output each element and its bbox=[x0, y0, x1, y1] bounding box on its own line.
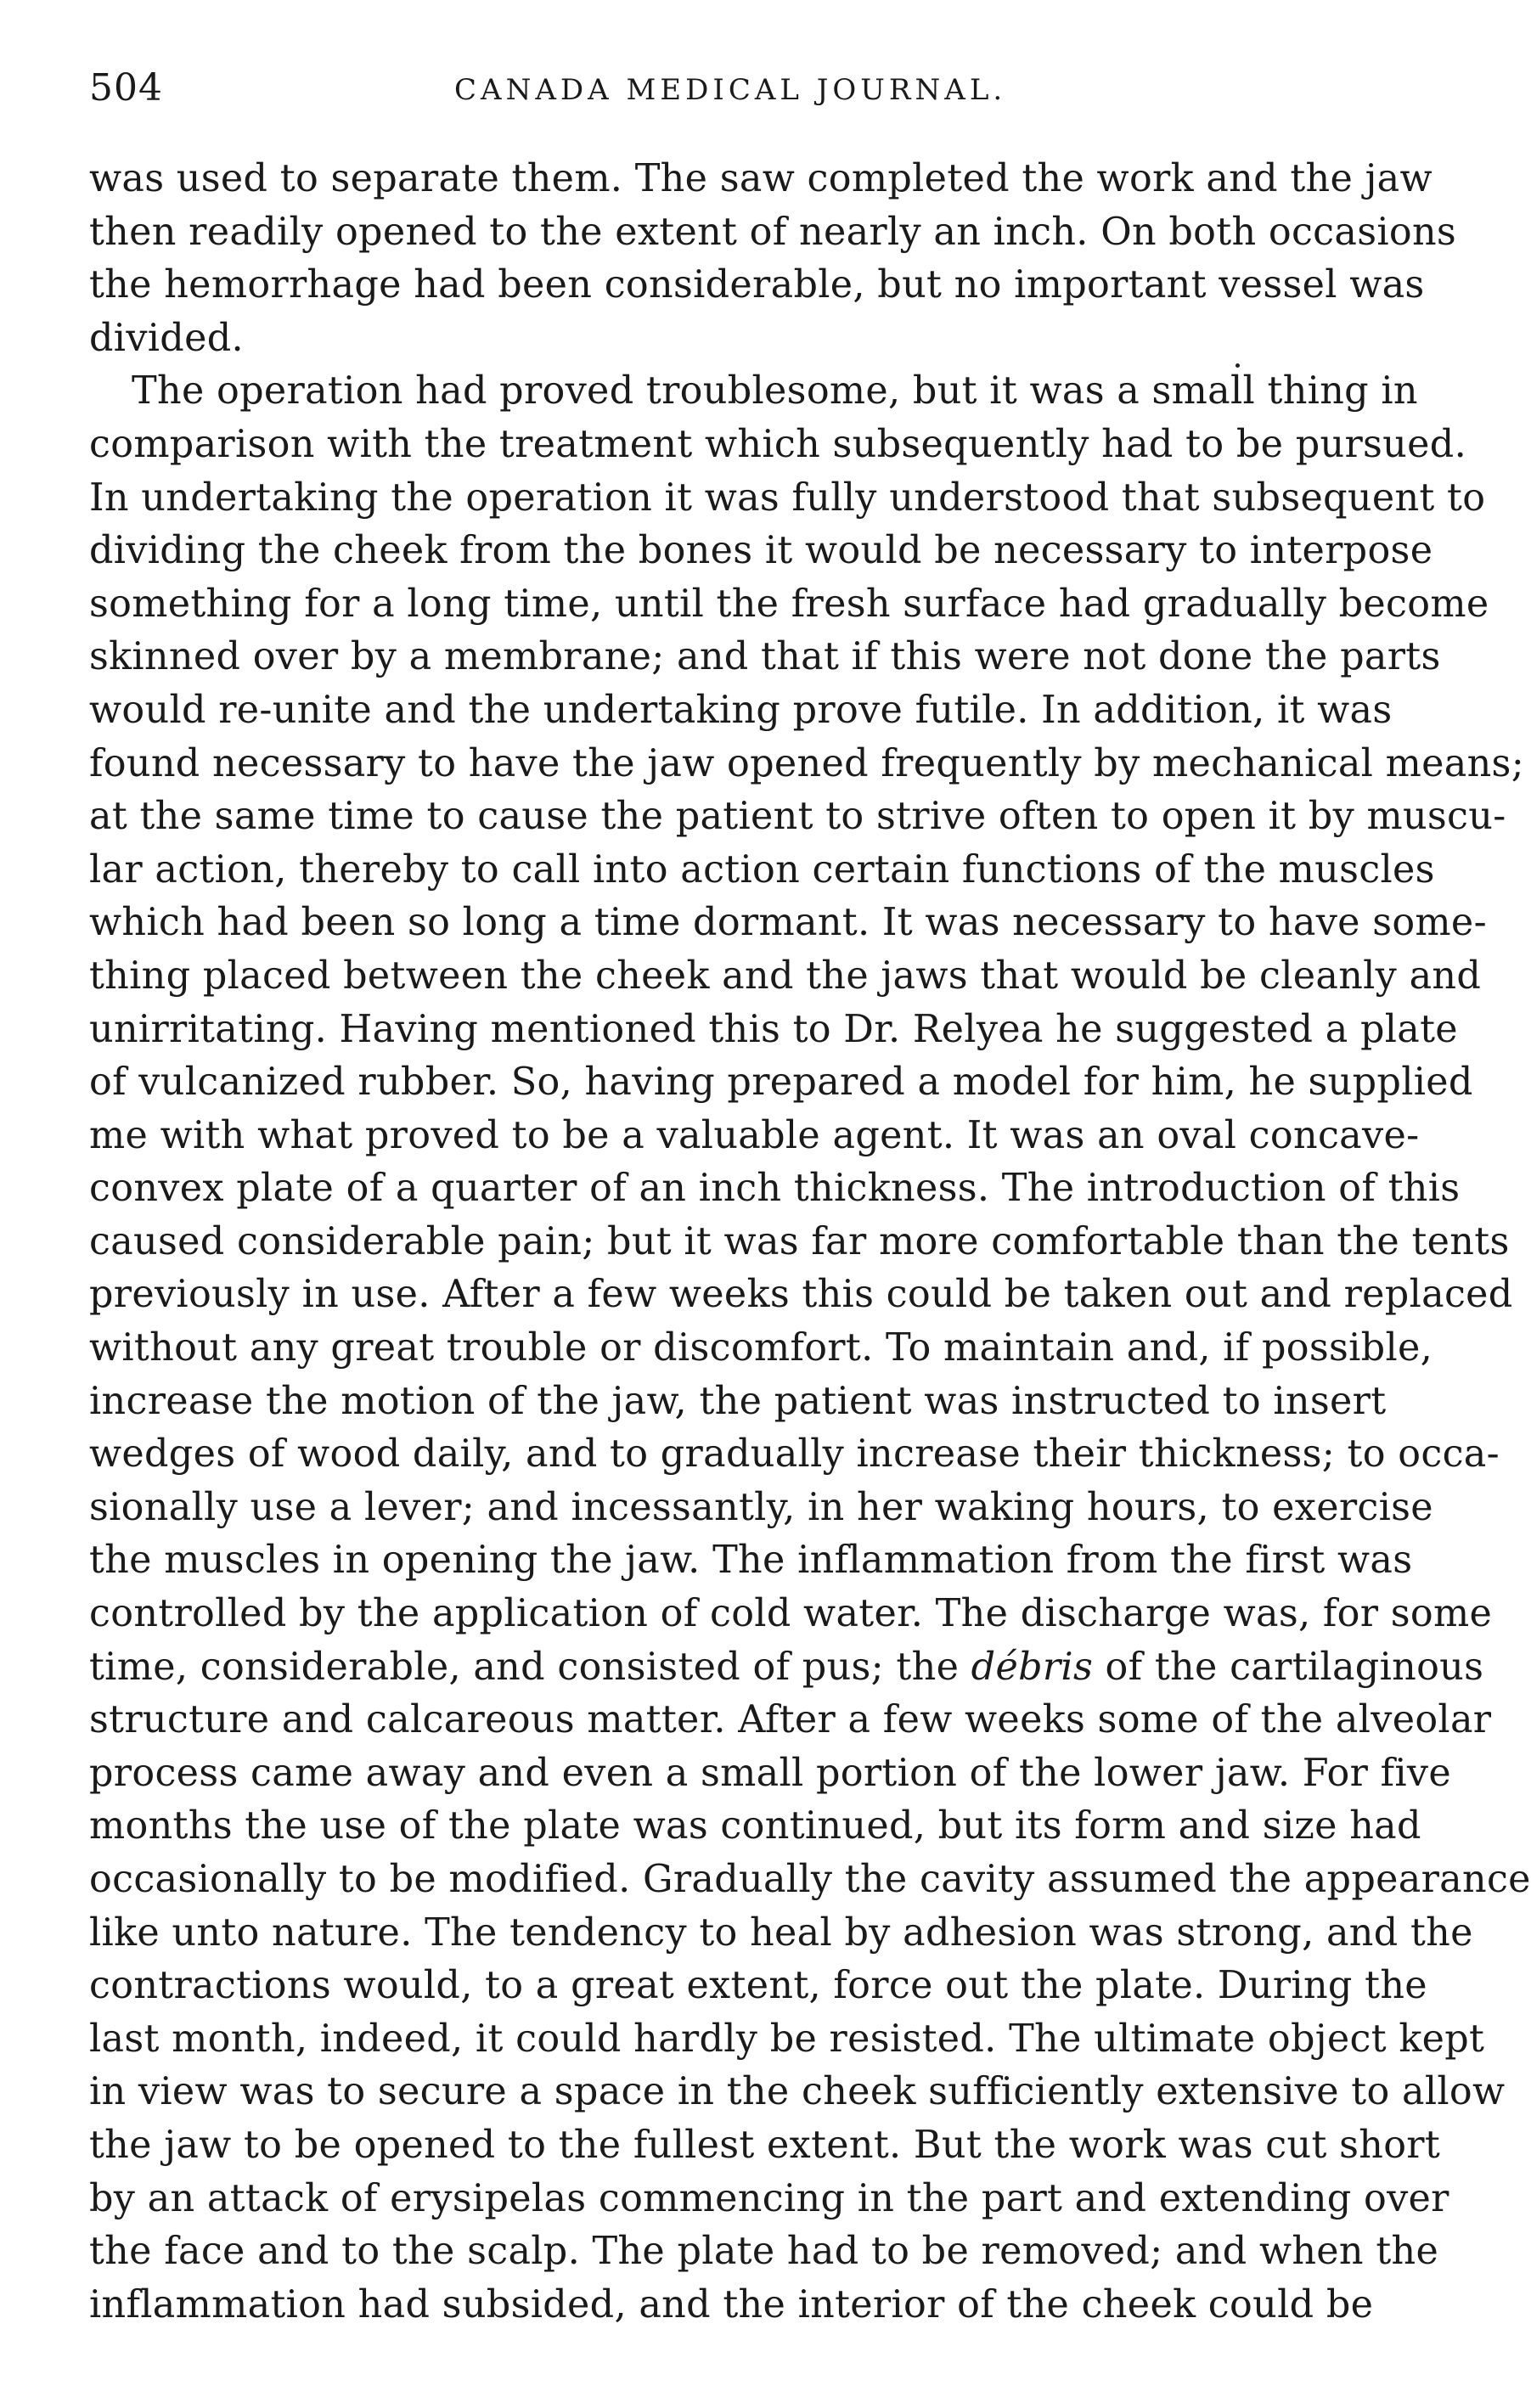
italic-term: débris bbox=[971, 1645, 1094, 1689]
text-line: me with what proved to be a valuable agent. It was an oval concave- bbox=[89, 1113, 1420, 1157]
text-line: unirritating. Having mentioned this to Dr. Relyea he suggested a plate bbox=[89, 1007, 1458, 1051]
text-line: months the use of the plate was continued, but its form and size had bbox=[89, 1804, 1421, 1848]
text-line: divided. bbox=[89, 316, 244, 360]
text-line: like unto nature. The tendency to heal by adhesion was strong, and the bbox=[89, 1910, 1473, 1955]
text-line: comparison with the treatment which subsequently had to be pursued. bbox=[89, 422, 1467, 466]
journal-title: CANADA MEDICAL JOURNAL. bbox=[454, 73, 1007, 107]
text-line: contractions would, to a great extent, force out the plate. During the bbox=[89, 1964, 1427, 2008]
running-head bbox=[89, 66, 1388, 117]
text-span: time, considerable, and consisted of pus; the bbox=[89, 1645, 971, 1689]
text-line: the hemorrhage had been considerable, but no important vessel was bbox=[89, 263, 1425, 307]
text-line: occasionally to be modified. Gradually the cavity assumed the appearance bbox=[89, 1858, 1531, 1901]
text-line: increase the motion of the jaw, the patient was instructed to insert bbox=[89, 1379, 1387, 1423]
text-line: lar action, thereby to call into action certain functions of the muscles bbox=[89, 847, 1435, 892]
text-line: which had been so long a time dormant. It was necessary to have some- bbox=[89, 901, 1487, 945]
text-line: wedges of wood daily, and to gradually increase their thickness; to occa- bbox=[89, 1432, 1500, 1477]
text-line: the jaw to be opened to the fullest extent. But the work was cut short bbox=[89, 2123, 1441, 2167]
text-line: thing placed between the cheek and the jaws that would be cleanly and bbox=[89, 954, 1482, 998]
text-line: In undertaking the operation it was fully understood that subsequent to bbox=[89, 475, 1486, 520]
text-line: The operation had proved troublesome, but it was a small thing in bbox=[132, 369, 1418, 414]
text-line: the muscles in opening the jaw. The inflammation from the first was bbox=[89, 1539, 1413, 1583]
text-span: of the cartilaginous bbox=[1093, 1645, 1484, 1689]
text-line: dividing the cheek from the bones it would be necessary to interpose bbox=[89, 529, 1433, 573]
text-line: would re-unite and the undertaking prove futile. In addition, it was bbox=[89, 688, 1393, 732]
text-line: sionally use a lever; and incessantly, in her waking hours, to exercise bbox=[89, 1485, 1433, 1529]
text-line: structure and calcareous matter. After a few weeks some of the alveolar bbox=[89, 1698, 1492, 1742]
text-line: then readily opened to the extent of nearly an inch. On both occasions bbox=[89, 210, 1457, 254]
text-line: something for a long time, until the fresh surface had gradually become bbox=[89, 582, 1489, 626]
text-line: without any great trouble or discomfort. To maintain and, if possible, bbox=[89, 1326, 1433, 1370]
text-line: inflammation had subsided, and the interior of the cheek could be bbox=[89, 2282, 1374, 2326]
text-line: found necessary to have the jaw opened frequently by mechanical means; bbox=[89, 741, 1524, 785]
text-line: last month, indeed, it could hardly be resisted. The ultimate object kept bbox=[89, 2017, 1485, 2061]
text-line: process came away and even a small portion of the lower jaw. For five bbox=[89, 1751, 1451, 1795]
text-line: at the same time to cause the patient to strive often to open it by muscu- bbox=[89, 795, 1506, 839]
text-line: in view was to secure a space in the cheek sufficiently extensive to allow bbox=[89, 2070, 1506, 2114]
text-line: previously in use. After a few weeks this could be taken out and replaced bbox=[89, 1273, 1513, 1317]
text-line: caused considerable pain; but it was far more comfortable than the tents bbox=[89, 1219, 1510, 1263]
page-number: 504 bbox=[89, 66, 163, 110]
text-line: skinned over by a membrane; and that if this were not done the parts bbox=[89, 635, 1441, 679]
text-line: of vulcanized rubber. So, having prepared a model for him, he supplied bbox=[89, 1061, 1473, 1105]
print-speck bbox=[1235, 363, 1240, 368]
text-line: the face and to the scalp. The plate had to be removed; and when the bbox=[89, 2230, 1439, 2274]
text-line: was used to separate them. The saw completed the work and the jaw bbox=[89, 157, 1432, 200]
text-line bbox=[89, 1641, 1484, 1695]
text-line: by an attack of erysipelas commencing in the part and extending over bbox=[89, 2176, 1449, 2220]
body-text bbox=[89, 153, 1531, 2332]
text-line: controlled by the application of cold water. The discharge was, for some bbox=[89, 1592, 1493, 1636]
text-line: convex plate of a quarter of an inch thickness. The introduction of this bbox=[89, 1167, 1461, 1211]
